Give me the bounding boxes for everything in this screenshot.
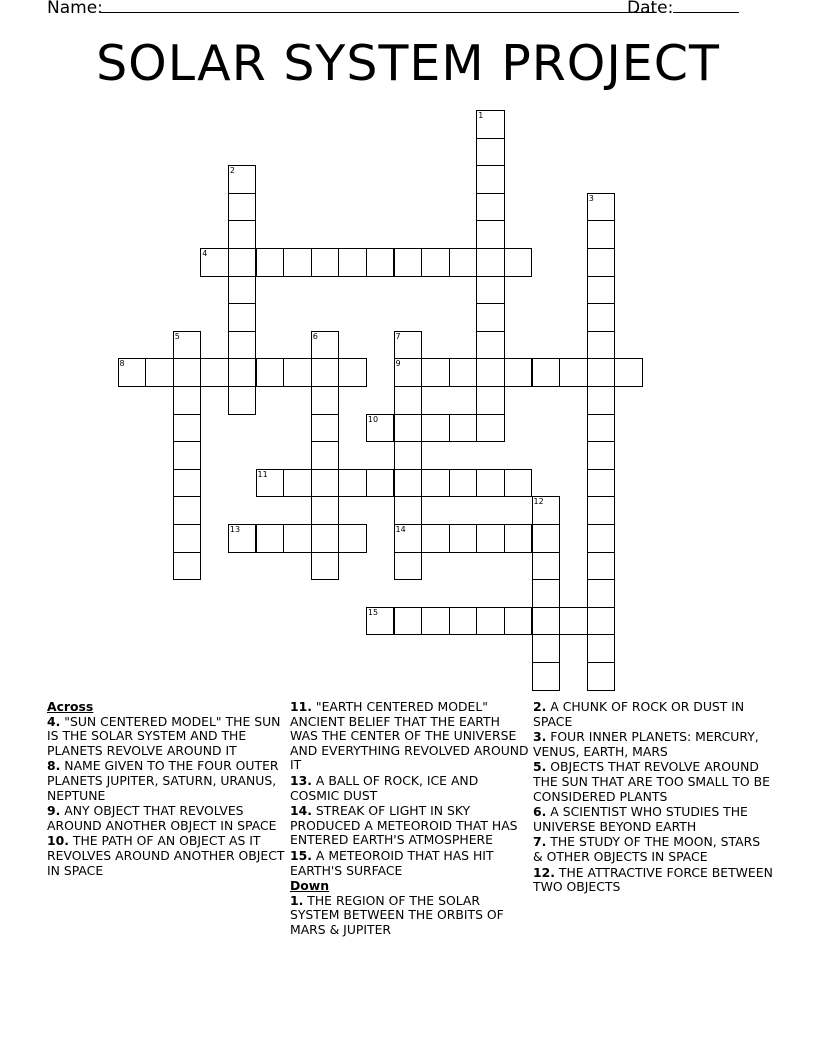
crossword-cell[interactable] (476, 386, 505, 415)
clue-number-label: 12 (533, 497, 544, 507)
clue-text: THE ATTRACTIVE FORCE BETWEEN TWO OBJECTS (533, 864, 773, 895)
clue-text: A CHUNK OF ROCK OR DUST IN SPACE (533, 699, 745, 729)
crossword-cell[interactable] (587, 662, 616, 691)
crossword-cell[interactable] (311, 496, 340, 525)
crossword-cell[interactable] (532, 496, 561, 525)
crossword-cell[interactable] (394, 358, 423, 387)
crossword-cell[interactable] (532, 634, 561, 663)
crossword-cell[interactable] (228, 303, 257, 332)
clue-number: 14. (290, 803, 312, 819)
crossword-cell[interactable] (311, 441, 340, 470)
clue-across-4 (47, 715, 287, 759)
clue-number-label: 10 (367, 414, 379, 424)
crossword-cell[interactable] (476, 165, 505, 194)
crossword-cell[interactable] (587, 469, 616, 498)
crossword-cell[interactable] (532, 579, 561, 608)
clue-text: A METEOROID THAT HAS HIT EARTH'S SURFACE (290, 847, 494, 878)
crossword-cell[interactable] (311, 331, 340, 360)
crossword-cell[interactable] (587, 579, 616, 608)
crossword-cell[interactable] (587, 441, 616, 470)
clue-number-label: 3 (588, 193, 594, 203)
crossword-cell[interactable] (173, 469, 202, 498)
crossword-cell[interactable] (476, 138, 505, 167)
clue-text: FOUR INNER PLANETS: MERCURY, VENUS, EARTH, MARS (533, 729, 759, 759)
clue-number-label: 9 (395, 359, 401, 369)
down-heading: Down (290, 878, 330, 894)
crossword-cell[interactable] (532, 662, 561, 691)
crossword-cell[interactable] (476, 607, 505, 636)
crossword-cell[interactable] (311, 414, 340, 443)
crossword-cell[interactable] (476, 248, 505, 277)
crossword-cell[interactable] (421, 358, 450, 387)
crossword-cell[interactable] (559, 607, 588, 636)
crossword-cell[interactable] (394, 414, 423, 443)
clue-text: NAME GIVEN TO THE FOUR OUTER PLANETS JUPITER, SATURN, URANUS, NEPTUNE (47, 758, 279, 803)
crossword-cell[interactable] (283, 358, 312, 387)
crossword-cell[interactable] (228, 358, 257, 387)
crossword-cell[interactable] (173, 496, 202, 525)
clue-number: 9. (47, 803, 61, 819)
clue-number-label: 1 (478, 111, 484, 120)
crossword-cell[interactable] (587, 634, 616, 663)
crossword-cell[interactable] (587, 607, 616, 636)
clue-text: THE STUDY OF THE MOON, STARS & OTHER OBJECTS IN SPACE (533, 834, 761, 864)
crossword-cell[interactable] (256, 469, 285, 498)
crossword-cell[interactable] (532, 524, 561, 553)
crossword-cell[interactable] (587, 496, 616, 525)
crossword-cell[interactable] (228, 386, 257, 415)
crossword-cell[interactable] (587, 220, 616, 249)
clue-number: 13. (290, 772, 312, 788)
crossword-cell[interactable] (476, 220, 505, 249)
crossword-cell[interactable] (421, 469, 450, 498)
date-label: Date: (627, 0, 674, 18)
crossword-cell[interactable] (476, 331, 505, 360)
crossword-cell[interactable] (476, 193, 505, 222)
crossword-cell[interactable] (173, 358, 202, 387)
clue-across-14 (290, 804, 530, 848)
crossword-cell[interactable] (338, 524, 367, 553)
clue-text: A SCIENTIST WHO STUDIES THE UNIVERSE BEYOND EARTH (533, 804, 748, 834)
crossword-cell[interactable] (476, 276, 505, 305)
clues-column-1 (47, 700, 287, 879)
clue-number-label: 14 (395, 525, 406, 534)
clue-across-11 (290, 700, 530, 773)
name-label: Name: (47, 0, 103, 18)
crossword-cell[interactable] (476, 110, 505, 139)
crossword-cell[interactable] (366, 414, 395, 443)
crossword-cell[interactable] (504, 248, 533, 277)
crossword-cell[interactable] (338, 248, 367, 277)
clue-across-15 (290, 849, 530, 878)
across-heading: Across (47, 699, 94, 714)
crossword-cell[interactable] (614, 358, 643, 387)
clue-number: 7. (533, 834, 547, 850)
crossword-cell[interactable] (283, 248, 312, 277)
crossword-cell[interactable] (421, 248, 450, 277)
clue-number: 11. (290, 699, 312, 714)
crossword-cell[interactable] (311, 386, 340, 415)
crossword-cell[interactable] (476, 524, 505, 553)
crossword-cell[interactable] (311, 552, 340, 581)
crossword-cell[interactable] (228, 331, 257, 360)
crossword-cell[interactable] (504, 469, 533, 498)
crossword-cell[interactable] (200, 358, 229, 387)
clue-number-label: 5 (174, 331, 180, 341)
crossword-cell[interactable] (228, 248, 257, 277)
crossword-cell[interactable] (173, 331, 202, 360)
clue-number-label: 15 (367, 607, 379, 617)
crossword-cell[interactable] (532, 607, 561, 636)
clue-number: 6. (533, 804, 547, 820)
crossword-cell[interactable] (504, 358, 533, 387)
clue-text: STREAK OF LIGHT IN SKY PRODUCED A METEOROID THAT HAS ENTERED EARTH'S ATMOSPHERE (290, 803, 518, 848)
crossword-cell[interactable] (311, 469, 340, 498)
clue-number: 8. (47, 758, 61, 774)
crossword-cell[interactable] (587, 552, 616, 581)
crossword-cell[interactable] (587, 414, 616, 443)
clue-across-8 (47, 759, 287, 803)
crossword-cell[interactable] (394, 552, 423, 581)
clue-number-label: 11 (257, 469, 268, 479)
crossword-cell[interactable] (587, 524, 616, 553)
crossword-cell[interactable] (256, 524, 285, 553)
crossword-cell[interactable] (366, 469, 395, 498)
crossword-cell[interactable] (587, 331, 616, 360)
clue-down-3 (533, 730, 773, 759)
crossword-cell[interactable] (449, 607, 478, 636)
crossword-cell[interactable] (504, 607, 533, 636)
crossword-cell[interactable] (311, 524, 340, 553)
crossword-cell[interactable] (173, 414, 202, 443)
clue-number-label: 13 (229, 525, 241, 534)
clue-text: "EARTH CENTERED MODEL" ANCIENT BELIEF THAT THE EARTH WAS THE CENTER OF THE UNIVERSE AND EVERYTHING REVOLVED AROUND IT (290, 699, 529, 773)
crossword-cell[interactable] (200, 248, 229, 277)
crossword-cell[interactable] (421, 414, 450, 443)
clues-column-3 (533, 700, 773, 896)
clue-text: THE PATH OF AN OBJECT AS IT REVOLVES AROUND ANOTHER OBJECT IN SPACE (47, 833, 285, 878)
crossword-cell[interactable] (587, 193, 616, 222)
crossword-cell[interactable] (283, 524, 312, 553)
crossword-cell[interactable] (118, 358, 147, 387)
crossword-cell[interactable] (366, 607, 395, 636)
crossword-cell[interactable] (394, 496, 423, 525)
clue-number-label: 2 (229, 166, 235, 176)
crossword-cell[interactable] (338, 469, 367, 498)
clue-number: 4. (47, 713, 61, 729)
clue-number-label: 6 (312, 331, 318, 341)
crossword-cell[interactable] (587, 358, 616, 387)
crossword-cell[interactable] (173, 552, 202, 581)
crossword-cell[interactable] (173, 441, 202, 470)
crossword-cell[interactable] (338, 358, 367, 387)
clue-across-13 (290, 774, 530, 803)
clue-number: 15. (290, 847, 312, 863)
crossword-cell[interactable] (394, 524, 423, 553)
clue-number: 5. (533, 759, 547, 775)
crossword-cell[interactable] (228, 193, 257, 222)
crossword-cell[interactable] (283, 469, 312, 498)
crossword-cell[interactable] (311, 358, 340, 387)
page-title: SOLAR SYSTEM PROJECT (96, 35, 720, 92)
crossword-cell[interactable] (587, 248, 616, 277)
crossword-cell[interactable] (476, 414, 505, 443)
crossword-cell[interactable] (311, 248, 340, 277)
crossword-cell[interactable] (173, 386, 202, 415)
crossword-cell[interactable] (394, 386, 423, 415)
crossword-cell[interactable] (476, 303, 505, 332)
clue-text: A BALL OF ROCK, ICE AND COSMIC DUST (290, 772, 479, 803)
clue-text: ANY OBJECT THAT REVOLVES AROUND ANOTHER OBJECT IN SPACE (47, 803, 277, 833)
crossword-cell[interactable] (394, 248, 423, 277)
crossword-cell[interactable] (532, 358, 561, 387)
clue-text: "SUN CENTERED MODEL" THE SUN IS THE SOLAR SYSTEM AND THE PLANETS REVOLVE AROUND IT (47, 713, 281, 758)
crossword-cell[interactable] (421, 607, 450, 636)
crossword-cell[interactable] (587, 276, 616, 305)
clue-number-label: 8 (119, 359, 125, 369)
clue-number: 2. (533, 699, 547, 714)
clue-number-label: 4 (202, 249, 208, 258)
clue-number-label: 7 (395, 331, 401, 341)
crossword-cell[interactable] (449, 524, 478, 553)
clue-across-10 (47, 834, 287, 878)
crossword-cell[interactable] (228, 524, 257, 553)
crossword-cell[interactable] (587, 386, 616, 415)
clue-number: 10. (47, 833, 69, 849)
crossword-cell[interactable] (421, 524, 450, 553)
crossword-cell[interactable] (449, 248, 478, 277)
clues-column-2 (290, 700, 530, 939)
crossword-cell[interactable] (228, 165, 257, 194)
clue-down-6 (533, 805, 773, 834)
crossword-cell[interactable] (504, 524, 533, 553)
clue-number: 1. (290, 892, 304, 908)
clue-number: 3. (533, 729, 547, 745)
crossword-cell[interactable] (449, 414, 478, 443)
crossword-cell[interactable] (394, 331, 423, 360)
crossword-cell[interactable] (145, 358, 174, 387)
crossword-cell[interactable] (228, 220, 257, 249)
crossword-cell[interactable] (532, 552, 561, 581)
crossword-cell[interactable] (476, 358, 505, 387)
clue-number: 12. (533, 864, 555, 880)
clue-across-9 (47, 804, 287, 833)
crossword-cell[interactable] (366, 248, 395, 277)
clue-text: OBJECTS THAT REVOLVE AROUND THE SUN THAT ARE TOO SMALL TO BE CONSIDERED PLANTS (533, 759, 770, 804)
crossword-cell[interactable] (256, 358, 285, 387)
crossword-cell[interactable] (449, 358, 478, 387)
crossword-cell[interactable] (228, 276, 257, 305)
clue-down-7 (533, 835, 773, 864)
crossword-cell[interactable] (394, 469, 423, 498)
clue-down-1 (290, 894, 530, 938)
crossword-cell[interactable] (449, 469, 478, 498)
crossword-cell[interactable] (394, 441, 423, 470)
crossword-cell[interactable] (173, 524, 202, 553)
clue-down-2 (533, 700, 773, 729)
clue-text: THE REGION OF THE SOLAR SYSTEM BETWEEN THE ORBITS OF MARS & JUPITER (290, 892, 504, 937)
crossword-cell[interactable] (394, 607, 423, 636)
crossword-cell[interactable] (476, 469, 505, 498)
crossword-cell[interactable] (256, 248, 285, 277)
crossword-cell[interactable] (587, 303, 616, 332)
clue-down-12 (533, 866, 773, 895)
clue-down-5 (533, 760, 773, 804)
crossword-cell[interactable] (559, 358, 588, 387)
